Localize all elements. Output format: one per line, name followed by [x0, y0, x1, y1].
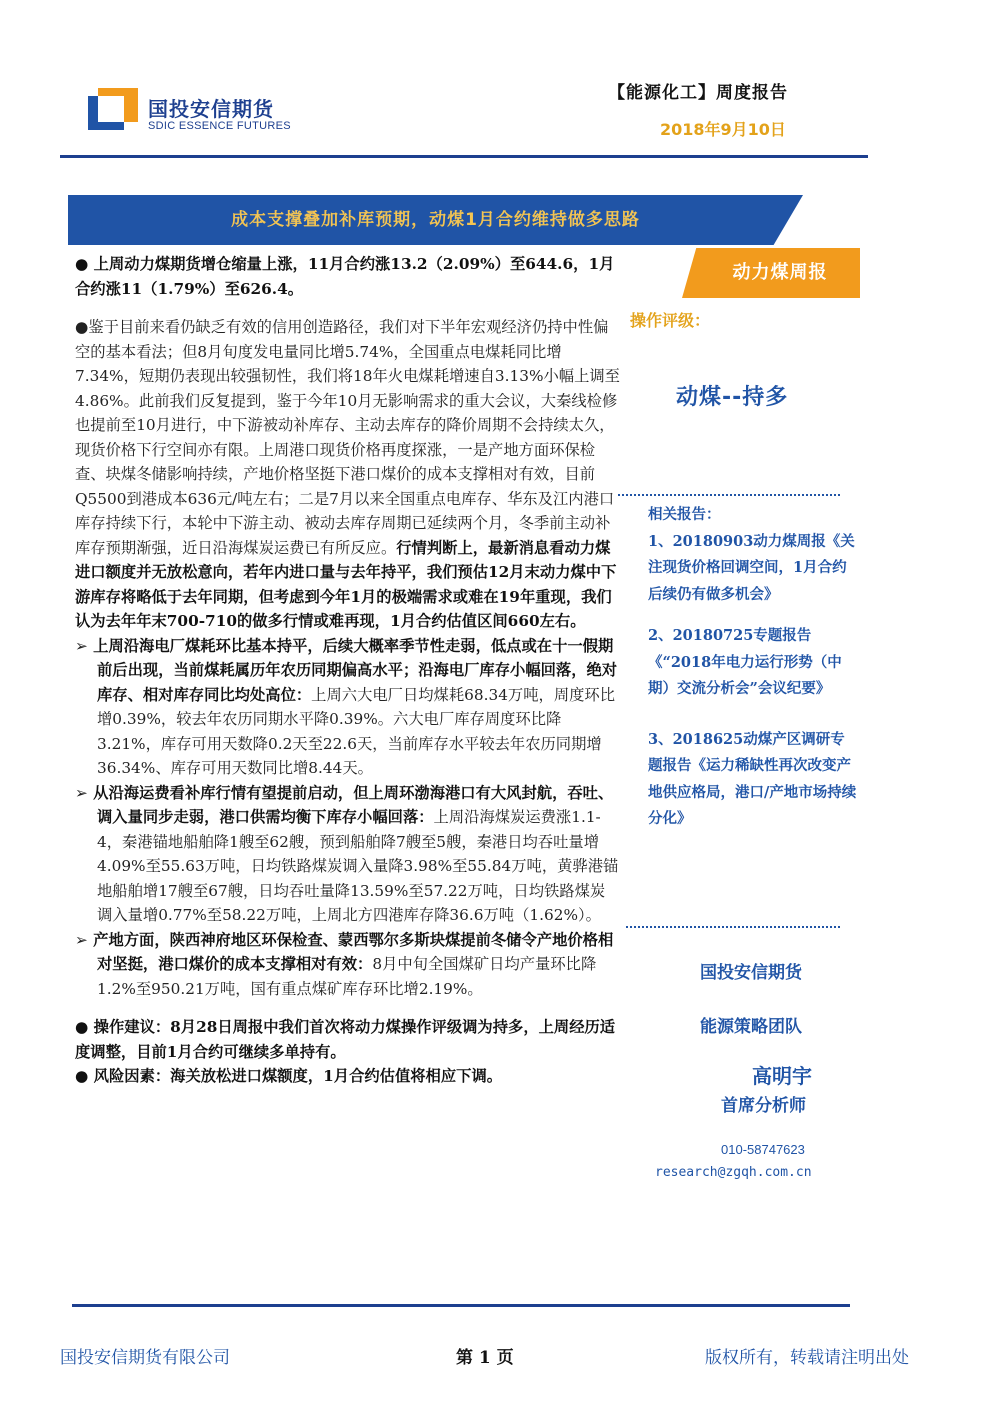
footer-company: 国投安信期货有限公司	[60, 1348, 230, 1368]
related-report-link[interactable]: 3、2018625动煤产区调研专题报告《运力稀缺性再次改变产地供应格局，港口/产地市场持续分化》	[648, 730, 857, 827]
rating-label: 操作评级：	[630, 311, 711, 330]
contact-email[interactable]: research@zgqh.com.cn	[655, 1165, 812, 1180]
analyst-title: 首席分析师	[721, 1096, 806, 1116]
list-item	[75, 781, 620, 928]
risk-factors: ● 风险因素：海关放松进口煤额度，1月合约估值将相应下调。	[75, 1067, 503, 1085]
report-date: 2018年9月10日	[660, 120, 786, 139]
analysis-judgement: 行情判断上，最新消息看动力煤进口额度并无放松意向，若年内进口量与去年持平，我们预估12月末动力煤中下游库存将略低于去年同期，但考虑到今年1月的极端需求或难在19年重现，我们认为去年年末700-710的做多行情或难再现，1月合约估值区间660左右。	[75, 538, 617, 630]
related-report-link[interactable]: 2、20180725专题报告《“2018年电力运行形势（中期）交流分析会”会议纪要》	[648, 627, 842, 697]
list-item-heading: 上周沿海电厂煤耗环比基本持平，后续大概率季节性走弱，低点或在十一假期前后出现，当前煤耗属历年农历同期偏高水平；沿海电厂库存小幅回落，绝对库存、相对库存同比均处高位：	[93, 636, 618, 704]
team-name: 能源策略团队	[700, 1017, 802, 1037]
related-reports-title: 相关报告：	[648, 506, 721, 523]
rating-value: 动煤--持多	[676, 385, 789, 410]
analysis-text: ●鉴于目前来看仍缺乏有效的信用创造路径，我们对下半年宏观经济仍持中性偏空的基本看法；但8月旬度发电量同比增5.74%，全国重点电煤耗同比增7.34%，短期仍表现出较强韧性，我们将18年火电煤耗增速自3.13%小幅上调至4.86%。此前我们反复提到，鉴于今年10月无影响需求的重大会议，大秦线检修也提前至10月进行，中下游被动补库存、主动去库存的降价周期不会持续太久，现货价格下行空间亦有限。上周港口现货价格再度探涨，一是产地方面环保检查、块煤冬储影响持续，产地价格坚挺下港口煤价的成本支撑相对有效，目前Q5500到港成本636元/吨左右；二是7月以来全国重点电库存、华东及江内港口库存持续下行，本轮中下游主动、被动去库存周期已延续两个月，冬季前主动补库存预期渐强，近日沿海煤炭运费已有所反应。	[75, 318, 620, 557]
summary-paragraph: ● 上周动力煤期货增仓缩量上涨，11月合约涨13.2（2.09%）至644.6，1月合约涨11（1.79%）至626.4。	[75, 255, 615, 298]
related-report-link[interactable]: 1、20180903动力煤周报《关注现货价格回调空间，1月合约后续仍有做多机会》	[648, 532, 855, 603]
main-content	[75, 252, 620, 1089]
list-item	[75, 634, 620, 781]
analyst-name: 高明宇	[752, 1064, 812, 1088]
logo-text-en: SDIC ESSENCE FUTURES	[148, 120, 291, 132]
section-tag-label: 动力煤周报	[732, 262, 828, 283]
arrow-bullet-icon: ➢	[75, 930, 94, 949]
company-name: 国投安信期货	[700, 963, 802, 983]
logo-icon	[88, 88, 138, 130]
related-reports	[648, 502, 858, 833]
list-item-text: 8月中旬全国煤矿日均产量环比降1.2%至950.21万吨，国有重点煤矿库存环比增2.19%。	[97, 955, 597, 998]
header-divider	[60, 155, 868, 158]
report-title: 成本支撑叠加补库预期，动煤1月合约维持做多思路	[231, 210, 640, 230]
list-item-text: 上周沿海煤炭运费涨1.1-4，秦港锚地船舶降1艘至62艘，预到船舶降7艘至5艘，秦港日均吞吐量增4.09%至55.63万吨，日均铁路煤炭调入量降3.98%至55.84万吨，黄骅港锚地船舶增17艘至67艘，日均吞吐量降13.59%至57.22万吨，日均铁路煤炭调入量增0.77%至58.22万吨，上周北方四港库存降36.6万吨（1.62%）。	[97, 808, 619, 924]
logo-text-cn: 国投安信期货	[148, 97, 274, 121]
list-item	[75, 928, 620, 1002]
sidebar-divider	[618, 494, 840, 496]
footer-divider	[72, 1304, 850, 1307]
page-number: 第 1 页	[456, 1348, 514, 1368]
list-item-heading: 从沿海运费看补库行情有望提前启动，但上周环渤海港口有大风封航，吞吐、调入量同步走弱，港口供需均衡下库存小幅回落：	[93, 783, 614, 826]
report-type: 【能源化工】周度报告	[608, 83, 788, 103]
list-item-heading: 产地方面，陕西神府地区环保检查、蒙西鄂尔多斯块煤提前冬储令产地价格相对坚挺，港口煤价的成本支撑相对有效：	[93, 930, 614, 973]
arrow-bullet-icon: ➢	[75, 636, 94, 655]
analysis-paragraph	[75, 315, 620, 634]
footer-copyright: 版权所有，转载请注明出处	[705, 1348, 909, 1368]
operation-advice: ● 操作建议：8月28日周报中我们首次将动力煤操作评级调为持多，上周经历适度调整，目前1月合约可继续多单持有。	[75, 1018, 616, 1061]
contact-phone: 010-58747623	[721, 1142, 805, 1157]
arrow-bullet-icon: ➢	[75, 783, 94, 802]
list-item-text: 上周六大电厂日均煤耗68.34万吨，周度环比增0.39%，较去年农历同期水平降0.39%。六大电厂库存周度环比降3.21%，库存可用天数降0.2天至22.6天，当前库存水平较去年农历同期增36.34%、库存可用天数同比增8.44天。	[97, 685, 616, 777]
sidebar-divider	[626, 926, 840, 928]
